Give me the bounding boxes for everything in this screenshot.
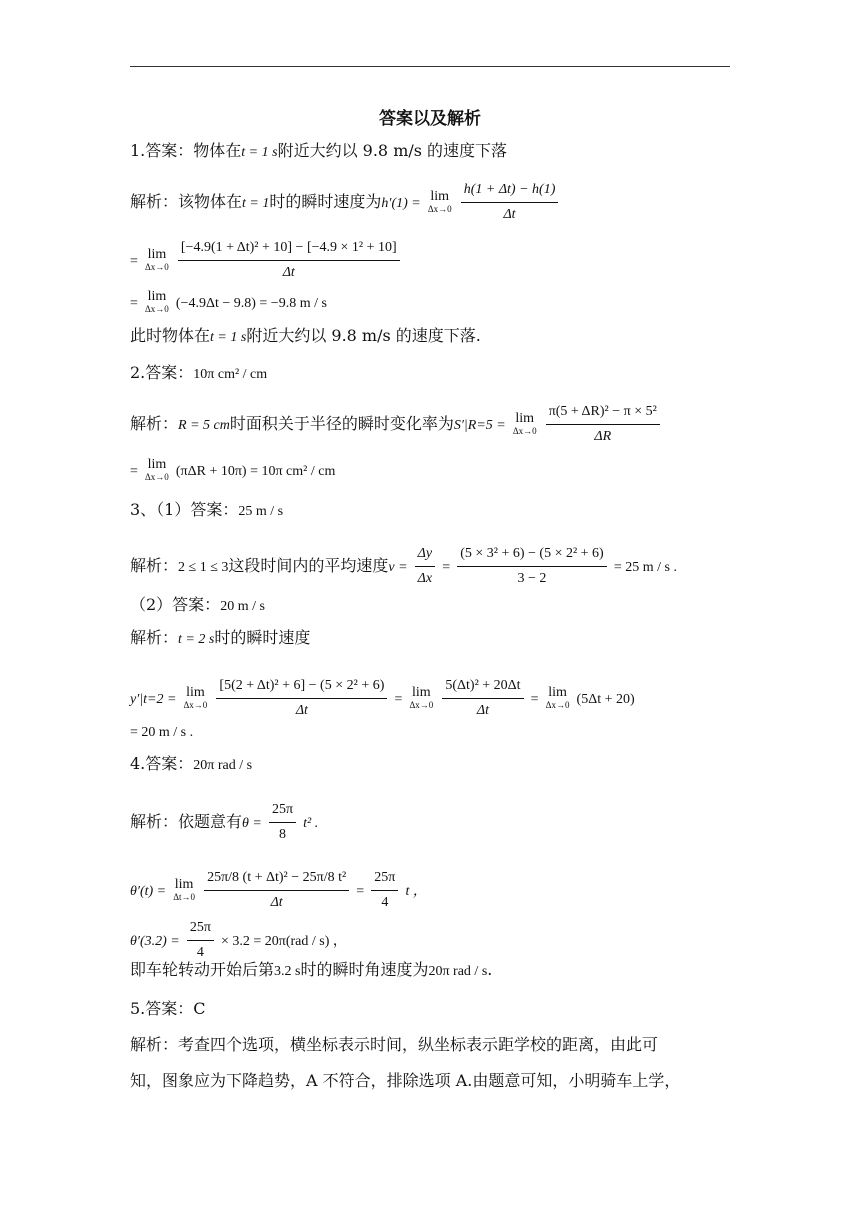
q3-part2-explanation: 解析：t = 2 s时的瞬时速度 — [130, 628, 311, 647]
fraction: $\frac{25\pi}{4}$ — [187, 918, 214, 963]
header-rule — [130, 66, 730, 67]
q4-explanation-line2: θ′(t) = lim Δt→0 $\frac{\text{25π/8 (t + Δt)² − 25π/8 t²}}{\Delta t}$ = $\frac{25\pi}{4}$ t ， — [130, 868, 427, 913]
q3-part1-answer: 3、（1）答案：25 m / s — [130, 500, 284, 519]
q1-explanation-line1: 解析：该物体在t = 1时的瞬时速度为h′(1) = lim Δx→0 $\frac{h(1 + \Delta t) - h(1)}{\Delta t}$ — [130, 180, 560, 225]
limit-operator: lim Δx→0 — [545, 685, 570, 710]
q2-explanation-line2: = lim Δx→0 (πΔR + 10π) = 10π cm² / cm — [130, 457, 336, 482]
fraction: $\frac{\Delta y}{\Delta x}$ — [415, 544, 435, 589]
fraction: $\frac{\text{[5(2 + Δt)² + 6] − (5 × 2² + 6)}}{\Delta t}$ — [216, 676, 387, 721]
q2-explanation-line1: 解析：R = 5 cm时面积关于半径的瞬时变化率为S′|R=5 = lim Δx→0 $\frac{\text{π(5 + ΔR)² − π × 5²}}{\Delta R}$ — [130, 402, 662, 447]
fraction: $\frac{\text{[−4.9(1 + Δt)² + 10] − [−4.9 × 1² + 10]}}{\Delta t}$ — [178, 238, 400, 283]
q5-answer: 5.答案：C — [130, 999, 206, 1018]
limit-operator: lim Δx→0 — [145, 289, 169, 314]
fraction: $\frac{\text{5(Δt)² + 20Δt}}{\Delta t}$ — [442, 676, 523, 721]
fraction: $\frac{\text{(5 × 3² + 6) − (5 × 2² + 6)}}{3 - 2}$ — [457, 544, 607, 589]
q3-part2-derivation: y′|t=2 = lim Δx→0 $\frac{\text{[5(2 + Δt)² + 6] − (5 × 2² + 6)}}{\Delta t}$ = lim Δx→0 $\frac{\text{5(Δt)² + 20Δt}}{\Delta t}$ = lim Δx→0 (5Δt + 20) — [130, 676, 635, 721]
q1-conclusion: 此时物体在t = 1 s附近大约以 9.8 m/s 的速度下落. — [130, 326, 481, 345]
q4-conclusion: 即车轮转动开始后第3.2 s时的瞬时角速度为20π rad / s. — [130, 960, 493, 979]
q4-answer: 4.答案：20π rad / s — [130, 754, 253, 773]
limit-operator: lim Δx→0 — [145, 457, 169, 482]
q4-explanation-line1: 解析：依题意有θ = $\frac{25\pi}{8}$ t² . — [130, 800, 318, 845]
q1-answer: 1.答案：物体在t = 1 s附近大约以 9.8 m/s 的速度下落 — [130, 141, 508, 160]
q1-explanation-line2: = lim Δx→0 $\frac{\text{[−4.9(1 + Δt)² + 10] − [−4.9 × 1² + 10]}}{\Delta t}$ — [130, 238, 402, 283]
fraction: $\frac{25\pi}{4}$ — [371, 868, 398, 913]
q5-explanation-line1: 解析：考查四个选项，横坐标表示时间，纵坐标表示距学校的距离，由此可 — [130, 1035, 659, 1054]
q3-part1-explanation: 解析：2 ≤ 1 ≤ 3这段时间内的平均速度v = $\frac{\Delta y}{\Delta x}$ = $\frac{\text{(5 × 3² + 6) − (5 × 2² + 6)}}{3 - 2}$ = 25 m / s . — [130, 544, 677, 589]
limit-operator: lim Δx→0 — [427, 189, 452, 214]
limit-operator: lim Δx→0 — [512, 411, 537, 436]
q5-explanation-line2: 知，图象应为下降趋势，A 不符合，排除选项 A.由题意可知，小明骑车上学， — [130, 1071, 681, 1090]
fraction: $\frac{\text{25π/8 (t + Δt)² − 25π/8 t²}}{\Delta t}$ — [204, 868, 349, 913]
limit-operator: lim Δx→0 — [409, 685, 434, 710]
fraction: $\frac{h(1 + \Delta t) - h(1)}{\Delta t}$ — [461, 180, 559, 225]
q1-explanation-line3: = lim Δx→0 (−4.9Δt − 9.8) = −9.8 m / s — [130, 289, 327, 314]
q4-explanation-line3: θ′(3.2) = $\frac{25\pi}{4}$ × 3.2 = 20π(rad / s) ， — [130, 918, 347, 963]
fraction: $\frac{\text{π(5 + ΔR)² − π × 5²}}{\Delta R}$ — [546, 402, 660, 447]
fraction: $\frac{25\pi}{8}$ — [269, 800, 296, 845]
page-title: 答案以及解析 — [379, 109, 481, 129]
limit-operator: lim Δt→0 — [173, 877, 195, 902]
limit-operator: lim Δx→0 — [145, 247, 169, 272]
limit-operator: lim Δx→0 — [183, 685, 208, 710]
q3-part2-result: = 20 m / s . — [130, 725, 194, 740]
q3-part2-answer: （2）答案：20 m / s — [130, 595, 265, 614]
q2-answer: 2.答案：10π cm² / cm — [130, 363, 268, 382]
